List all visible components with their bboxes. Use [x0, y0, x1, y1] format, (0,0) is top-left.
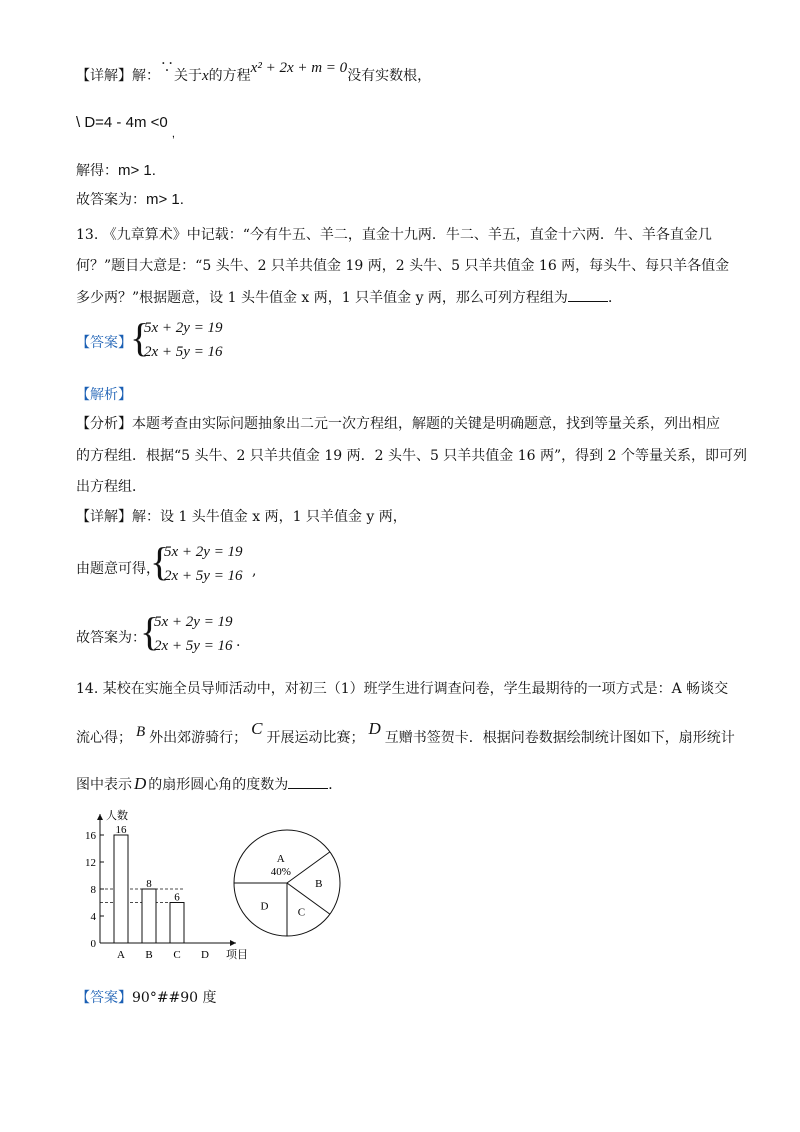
- y-axis-arrow: [97, 814, 103, 820]
- q14-answer-line: [76, 988, 217, 1008]
- x-tick-label: C: [173, 949, 181, 961]
- q13-line-3: [76, 287, 622, 308]
- bar: [170, 903, 184, 944]
- comma: ,: [171, 126, 176, 140]
- text: 的方程: [208, 68, 251, 84]
- text: 流心得；: [76, 730, 132, 746]
- delta-inequality: \ D=4 - 4m <0: [76, 114, 168, 131]
- bar: [142, 889, 156, 943]
- detail-tag: 【详解】: [76, 68, 132, 84]
- text: 解：: [132, 68, 160, 84]
- var-d: D: [134, 774, 147, 793]
- solve-label: 解得：: [76, 163, 118, 179]
- pie-slice-label: B: [315, 878, 323, 890]
- answer-value: m> 1.: [146, 191, 184, 208]
- equation-2: 2x + 5y = 16: [144, 344, 223, 360]
- q13-answer-tag: 【答案】: [76, 335, 132, 351]
- left-brace: {: [130, 315, 150, 360]
- text: 的扇形圆心角的度数为: [148, 777, 289, 793]
- solve-value: m> 1.: [118, 162, 156, 179]
- q14-line-2: [76, 719, 735, 748]
- answer-tag: 【答案】: [76, 990, 132, 1006]
- answer-label: 故答案为：: [76, 192, 146, 208]
- equation-1: 5x + 2y = 19: [164, 544, 243, 560]
- q14-line-3: [76, 774, 342, 795]
- y-tick-label: 16: [85, 830, 96, 842]
- option-d: D: [368, 719, 381, 738]
- equation-1: 5x + 2y = 19: [154, 614, 233, 630]
- q13-fenxi-3: 出方程组．: [76, 479, 146, 495]
- text: 没有实数根，: [347, 68, 432, 84]
- q12-detail-line: [76, 60, 432, 86]
- pie-slice-label: D: [260, 900, 269, 913]
- x-tick-label: B: [145, 949, 153, 961]
- q13-fenxi-1: [76, 414, 720, 434]
- q13-answer-system: [130, 315, 250, 362]
- y-axis-label: 人数: [106, 810, 128, 822]
- q13-analysis-tag: 【解析】: [76, 387, 132, 403]
- pie-slice-label: A: [276, 852, 285, 865]
- final-suffix: .: [236, 634, 241, 650]
- equation-1: 5x + 2y = 19: [144, 320, 223, 336]
- q13-final-system: [140, 609, 260, 656]
- fenxi-tag: 【分析】: [76, 416, 132, 432]
- text: 互赠书签贺卡．根据问卷数据绘制统计图如下，扇形统计: [384, 730, 735, 746]
- bar-chart: [76, 806, 256, 966]
- derive-suffix: ,: [252, 563, 257, 579]
- x-tick-label: A: [117, 949, 125, 961]
- left-brace: {: [140, 609, 160, 654]
- q13-derive-label: 由题意可得，: [76, 561, 160, 577]
- q12-answer-line: [76, 190, 184, 210]
- text: 解：设 1 头牛值金 x 两，1 只羊值金 y 两，: [132, 509, 407, 525]
- pie-slice-value-label: 40%: [270, 865, 291, 878]
- text: 关于: [174, 68, 202, 84]
- text: 图中表示: [76, 777, 132, 793]
- q13-detail: [76, 507, 407, 527]
- bar-value-label: 6: [174, 891, 180, 904]
- y-tick-label: 12: [85, 857, 96, 869]
- text: 本题考查由实际问题抽象出二元一次方程组，解题的关键是明确题意，找到等量关系，列出相应: [132, 416, 720, 432]
- answer-blank: [568, 287, 608, 302]
- q13-line-1: 13. 《九章算术》中记载：“今有牛五、羊二，直金十九两．牛二、羊五，直金十六两．牛、羊各直金几: [76, 227, 712, 243]
- because-symbol: ∵: [160, 60, 174, 76]
- pie-chart: [232, 828, 352, 948]
- y-tick-label: 8: [90, 884, 96, 896]
- bar-value-label: 8: [146, 878, 152, 890]
- pie-slice-label: C: [297, 906, 306, 919]
- bar: [114, 835, 128, 943]
- left-brace: {: [150, 539, 170, 584]
- q12-delta-line: [76, 113, 176, 140]
- text: 外出郊游骑行；: [149, 730, 248, 746]
- equation-2: 2x + 5y = 16: [164, 568, 243, 584]
- q12-solve-line: [76, 161, 156, 181]
- x-tick-label: D: [201, 949, 209, 961]
- text: 开展运动比赛；: [266, 730, 365, 746]
- x-axis-label: 项目: [226, 949, 248, 961]
- option-b: B: [136, 724, 146, 740]
- q13-line-2: 何？”题目大意是：“5 头牛、2 只羊共值金 19 两，2 头牛、5 只羊共值金 16 两，每头牛、每只羊各值金: [76, 258, 730, 274]
- q14-line-1: 14. 某校在实施全员导师活动中，对初三（1）班学生进行调查问卷，学生最期待的一项方式是：A 畅谈交: [76, 681, 729, 697]
- answer-blank: [288, 774, 328, 789]
- detail-tag: 【详解】: [76, 509, 132, 525]
- equation: x² + 2x + m = 0: [250, 60, 348, 76]
- var-x: x: [202, 68, 209, 84]
- equation-2: 2x + 5y = 16: [154, 638, 233, 654]
- answer-value: 90°##90 度: [132, 990, 217, 1006]
- text: ．: [607, 290, 622, 306]
- text: 多少两？”根据题意，设 1 头牛值金 x 两，1 只羊值金 y 两，那么可列方程组为: [76, 290, 568, 306]
- bar-value-label: 16: [115, 824, 127, 836]
- y-tick-label: 0: [90, 938, 96, 950]
- y-tick-label: 4: [90, 911, 96, 923]
- text: ．: [328, 777, 343, 793]
- q13-final-label: 故答案为：: [76, 630, 146, 646]
- option-c: C: [251, 719, 263, 738]
- q13-fenxi-2: 的方程组．根据“5 头牛、2 只羊共值金 19 两．2 头牛、5 只羊共值金 16 两”，得到 2 个等量关系，即可列: [76, 448, 747, 464]
